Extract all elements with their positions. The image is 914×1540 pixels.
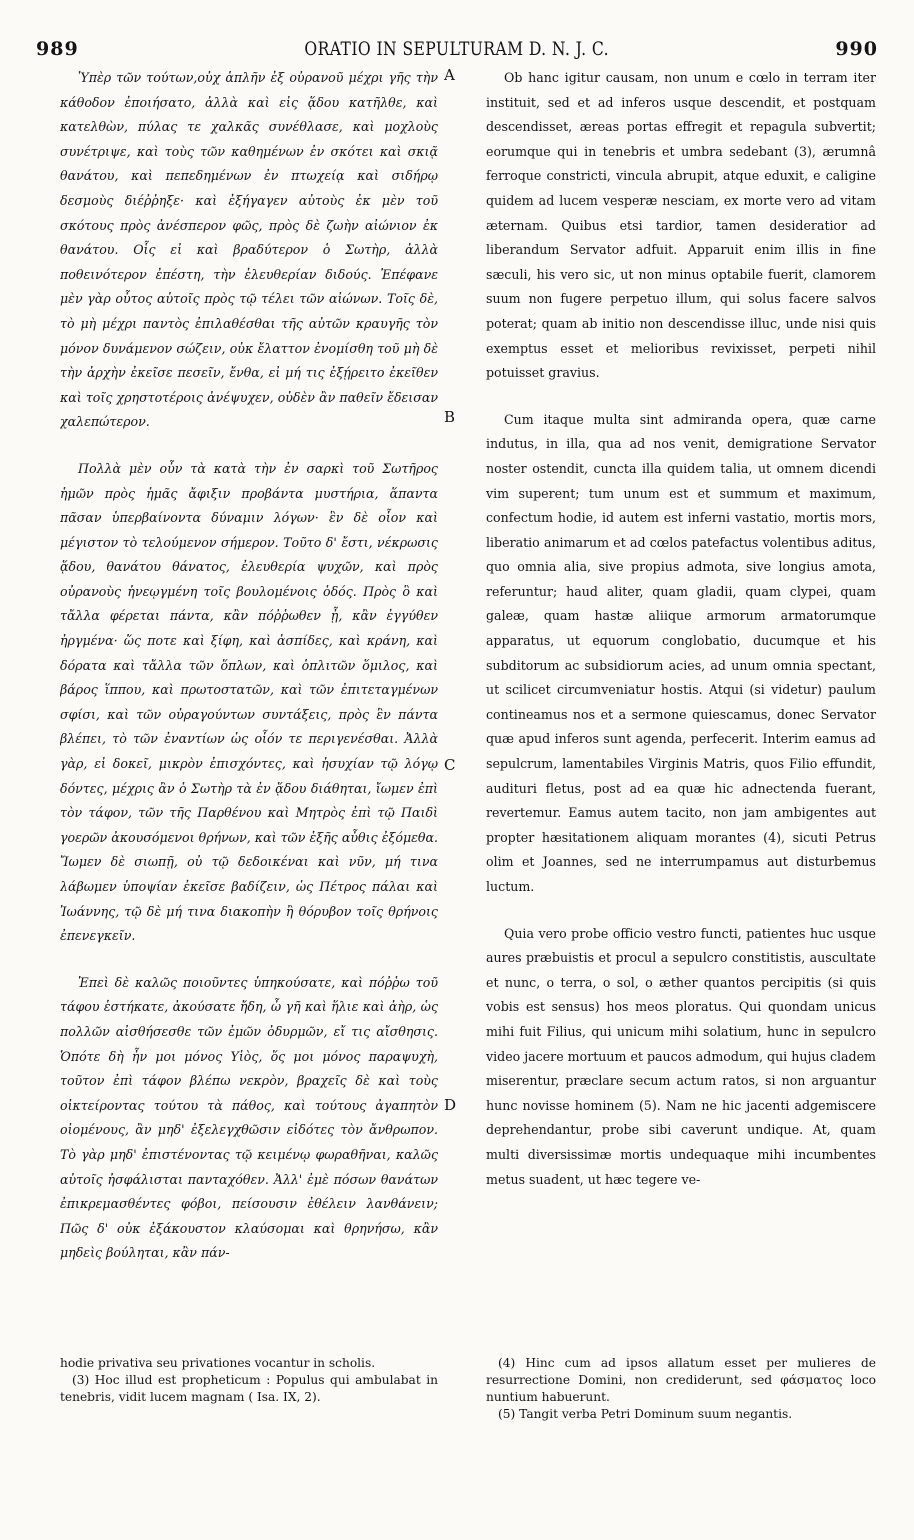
margin-letter-c: C [444, 756, 456, 774]
margin-letter-d: D [444, 1096, 457, 1114]
latin-paragraph-2: Cum itaque multa sint admiranda opera, quæ carne indutus, in illa, qua ad nos venit, demigratione Servator noster ostendit, cuncta illa quidem talia, ut omnem dicendi vim superent; tum unum est et summum et maximum, confectum hodie, id autem est inferni vastatio, mortis mors, liberatio animarum et ad cœlos patefactus volentibus aditus, quo omnia alia, sive propius admota, sive longius amota, referuntur; haud aliter, quam gladii, quam clypei, quam galeæ, quam hastæ aliique armorum armatorumque apparatus, ut equorum conglobatio, ducumque et his subditorum ac subsidiorum acies, ad unum omnia spectant, ut scilicet circumveniatur hostis. Atqui (si videtur) paulum contineamus nos et a sermone quiescamus, donec Servator quæ apud inferos sunt agenda, perfecerit. Interim eamus ad sepulcrum, lamentabiles Virginis Matris, quos Filio effundit, audituri fletus, post ad ea quæ hic adnectenda fuerant, revertemur. Eamus autem tacito, non jam ambigentes aut propter hæsitationem aliquam morantes (4), sicuti Petrus olim et Joannes, sed ne interrumpamus aut disturbemus luctum. [486, 411, 876, 894]
latin-column [486, 66, 876, 1314]
page-number-left: 989 [36, 38, 79, 60]
page-number-right: 990 [835, 38, 878, 60]
footnote-4: (4) Hinc cum ad ipsos allatum esset per mulieres de resurrectione Domini, non crediderunt, sed φάσματος loco nuntium habuerunt. [486, 1356, 876, 1404]
greek-paragraph-2: Πολλὰ μὲν οὖν τὰ κατὰ τὴν ἐν σαρκὶ τοῦ Σωτῆρος ἡμῶν πρὸς ἡμᾶς ἄφιξιν προβάντα μυστήρια, ἅπαντα πᾶσαν ὑπερβαίνοντα δύναμιν λόγων· ἓν δὲ οἷον καὶ μέγιστον τὸ τελούμενον σήμερον. Τοῦτο δ' ἔστι, νέκρωσις ᾅδου, θανάτου θάνατος, ἐλευθερία ψυχῶν, καὶ πρὸς οὐρανοὺς ἠνεῳγμένη τοῖς βουλομένοις ὁδός. Πρὸς ὃ καὶ τἄλλα φέρεται πάντα, κἂν πόῤῥωθεν ᾖ, κἂν ἐγγύθεν ἠργμένα· ὥς ποτε καὶ ξίφη, καὶ ἀσπίδες, καὶ κράνη, καὶ δόρατα καὶ τἄλλα τῶν ὅπλων, καὶ ὁπλιτῶν ὅμιλος, καὶ βάρος ἵππου, καὶ πρωτοστατῶν, καὶ τῶν ἐπιτεταγμένων σφίσι, καὶ τῶν οὐραγούντων συντάξεις, πρὸς ἓν πάντα βλέπει, τὸ τῶν ἐναντίων ὡς οἷόν τε περιγενέσθαι. Ἀλλὰ γὰρ, εἰ δοκεῖ, μικρὸν ἐπισχόντες, καὶ ἡσυχίαν τῷ λόγῳ δόντες, μέχρις ἂν ὁ Σωτὴρ τὰ ἐν ᾅδου διάθηται, ἴωμεν ἐπὶ τὸν τάφον, τῶν τῆς Παρθένου καὶ Μητρὸς ἐπὶ τῷ Παιδὶ γοερῶν ἀκουσόμενοι θρήνων, καὶ τῶν ἑξῆς αὖθις ἐξόμεθα. Ἴωμεν δὲ σιωπῇ, οὐ τῷ δεδοικέναι καὶ νῦν, μή τινα λάβωμεν ὑποψίαν ἐκεῖσε βαδίζειν, ὡς Πέτρος πάλαι καὶ Ἰωάννης, τῷ δὲ μή τινα διακοπὴν ἢ θόρυβον τοῖς θρήνοις ἐπενεγκεῖν. [60, 460, 438, 944]
latin-paragraph-3: Quia vero probe officio vestro functi, patientes huc usque aures præbuistis et procul a sepulcro constitistis, auscultate et nunc, o terra, o sol, o æther quantos percipitis (si quis vobis est sensus) hos meos ploratus. Qui quondam unicus mihi fuit Filius, qui unicum mihi solatium, hunc in sepulcro video jacere mortuum et paucos admodum, qui hujus cladem miserentur, præclare secum actum ratos, si non arguantur hunc novisse hominem (5). Nam ne hic jacenti adgemiscere deprehendantur, probe sibi caverunt undique. At, quam multi diversissimæ mortis undequaque mihi incumbentes metus suadent, ut hæc tegere ve- [486, 925, 876, 1187]
footnote-3: (3) Hoc illud est propheticum : Populus qui ambulabat in tenebris, vidit lucem magnam ( Isa. IX, 2). [60, 1373, 438, 1404]
greek-paragraph-3: Ἐπεὶ δὲ καλῶς ποιοῦντες ὑπηκούσατε, καὶ πόῤῥω τοῦ τάφου ἑστήκατε, ἀκούσατε ἤδη, ὦ γῆ καὶ ἥλιε καὶ ἀὴρ, ὡς πολλῶν αἰσθήσεσθε τῶν ἐμῶν ὀδυρμῶν, εἴ τις αἴσθησις. Ὁπότε δὴ ἦν μοι μόνος Υἱὸς, ὅς μοι μόνος παραψυχὴ, τοῦτον ἐπὶ τάφον βλέπω νεκρὸν, βραχεῖς δὲ καὶ τοὺς οἰκτείροντας τούτου τὰ πάθος, καὶ τούτους ἀγαπητὸν οἰομένους, ἂν μηδ' ἐξελεγχθῶσιν εἰδότες τὸν ἄνθρωπον. Τὸ γὰρ μηδ' ἐπιστένοντας τῷ κειμένῳ φωραθῆναι, καλῶς αὐτοῖς ἠσφάλισται πανταχόθεν. Ἀλλ' ἐμὲ πόσων θανάτων ἐπικρεμασθέντες φόβοι, πείσουσιν ἐθέλειν λανθάνειν; Πῶς δ' οὐκ ἐξάκουστον κλαύσομαι καὶ θρηνήσω, κἂν μηδεὶς βούληται, κἂν πάν- [60, 974, 438, 1261]
footnote-continuation: hodie privativa seu privationes vocantur in scholis. [60, 1356, 376, 1370]
greek-paragraph-1: Ὑπὲρ τῶν τούτων,οὐχ ἁπλῆν ἐξ οὐρανοῦ μέχρι γῆς τὴν κάθοδον ἐποιήσατο, ἀλλὰ καὶ εἰς ᾅδου κατῆλθε, καὶ κατελθὼν, πύλας τε χαλκᾶς συνέθλασε, καὶ μοχλοὺς συνέτριψε, καὶ τοὺς τῶν καθημένων ἐν σκότει καὶ σκιᾷ θανάτου, καὶ πεπεδημένων ἐν πτωχείᾳ καὶ σιδήρῳ δεσμοὺς διέῤῥηξε· καὶ ἐξήγαγεν αὐτοὺς ἐκ μὲν τοῦ σκότους πρὸς ἀνέσπερον φῶς, πρὸς δὲ ζωὴν αἰώνιον ἐκ θανάτου. Οἷς εἰ καὶ βραδύτερον ὁ Σωτὴρ, ἀλλὰ ποθεινότερον ἐπέστη, τὴν ἐλευθερίαν διδούς. Ἐπέφανε μὲν γὰρ οὗτος αὐτοῖς πρὸς τῷ τέλει τῶν αἰώνων. Τοῖς δὲ, τὸ μὴ μέχρι παντὸς ἐπιλαθέσθαι τῆς αὐτῶν κραυγῆς τὸν μόνον δυνάμενον σώζειν, οὐκ ἔλαττον ἐνομίσθη τοῦ μὴ δὲ τὴν ἀρχὴν ἐκεῖσε πεσεῖν, ἔνθα, εἰ μή τις ἐξῄρειτο ἐκεῖθεν καὶ τοῖς χρηστοτέροις ἀνέψυχεν, οὐδὲν ἂν παθεῖν ἔδεισαν χαλεπώτερον. [60, 70, 438, 430]
footnotes-right [486, 1355, 876, 1505]
greek-column [60, 66, 438, 1314]
running-title: ORATIO IN SEPULTURAM D. N. J. C. [304, 38, 610, 60]
footnote-5: (5) Tangit verba Petri Dominum suum negantis. [498, 1407, 793, 1421]
footnotes-left [60, 1355, 438, 1505]
page-header [36, 34, 878, 64]
latin-paragraph-1: Ob hanc igitur causam, non unum e cœlo in terram iter instituit, sed et ad inferos usque descendit, et postquam descendisset, æreas portas effregit et repagula subvertit; eorumque qui in tenebris et umbra sedebant (3), ærumnâ ferroque constricti, vincula abrupit, atque eduxit, e caligine quidem ad lucem vesperæ nesciam, ex morte vero ad vitam æternam. Quibus etsi tardior, tamen desideratior ad liberandum Servator adfuit. Apparuit enim illis in fine sæculi, his vero sic, ut non minus optabile fuerit, clamorem suum non fugere perpetuo illum, qui solus facere salvos poterat; quam ab initio non descendisse illuc, unde nisi quis exemptus esset et melioribus revixisset, perpeti nihil potuisset gravius. [486, 70, 876, 381]
margin-letter-a: A [444, 66, 455, 84]
margin-letter-b: B [444, 408, 456, 426]
margin-section-letters [438, 66, 466, 1314]
